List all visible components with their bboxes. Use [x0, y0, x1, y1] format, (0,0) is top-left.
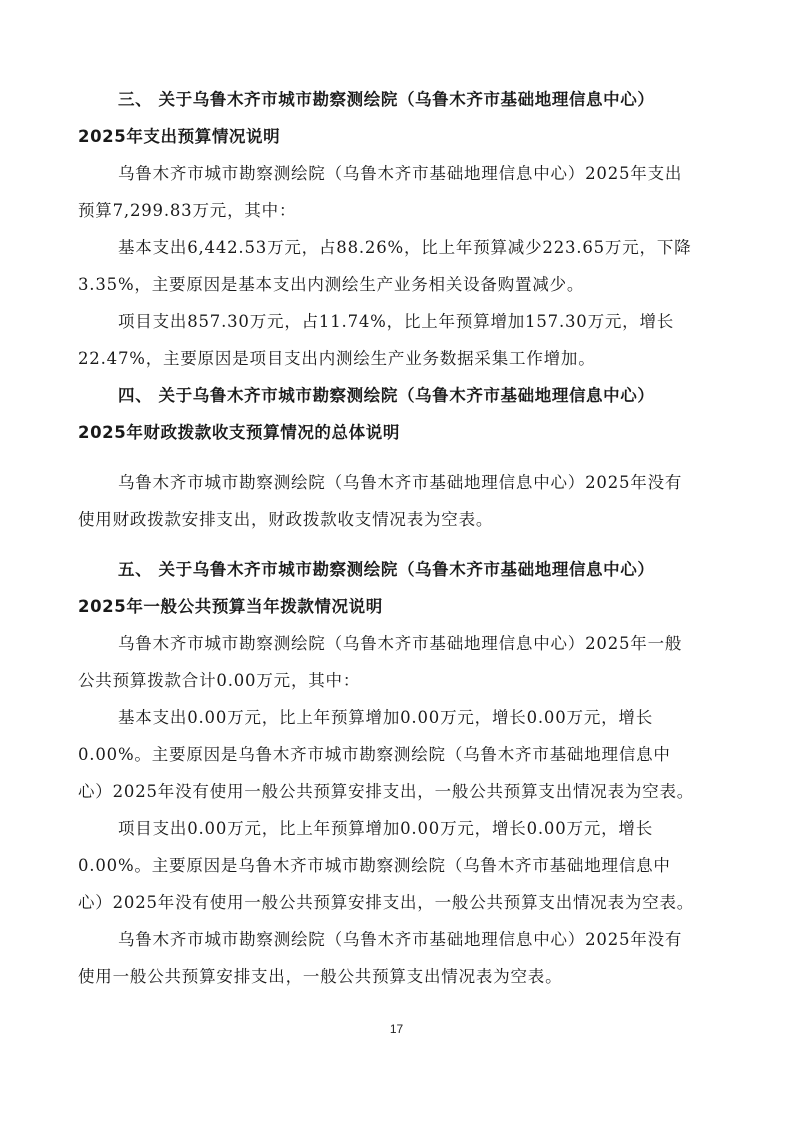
paragraph-line: 公共预算拨款合计0.00万元，其中：	[78, 671, 361, 690]
section-5-heading-line2: 2025年一般公共预算当年拨款情况说明	[78, 597, 383, 616]
paragraph-line: 心）2025年没有使用一般公共预算安排支出，一般公共预算支出情况表为空表。	[78, 893, 695, 912]
paragraph-line: 项目支出857.30万元，占11.74%，比上年预算增加157.30万元，增长	[118, 312, 675, 331]
section-4-heading-line2: 2025年财政拨款收支预算情况的总体说明	[78, 423, 400, 442]
section-3-heading-line2: 2025年支出预算情况说明	[78, 127, 281, 146]
section-3-heading-line1: 三、 关于乌鲁木齐市城市勘察测绘院（乌鲁木齐市基础地理信息中心）	[118, 90, 655, 109]
paragraph-line: 使用财政拨款安排支出，财政拨款收支情况表为空表。	[78, 510, 494, 529]
page-number: 17	[389, 1022, 404, 1036]
paragraph-line: 乌鲁木齐市城市勘察测绘院（乌鲁木齐市基础地理信息中心）2025年没有	[118, 473, 683, 492]
paragraph-line: 心）2025年没有使用一般公共预算安排支出，一般公共预算支出情况表为空表。	[78, 782, 695, 801]
paragraph-line: 乌鲁木齐市城市勘察测绘院（乌鲁木齐市基础地理信息中心）2025年支出	[118, 164, 683, 183]
paragraph-line: 3.35%，主要原因是基本支出内测绘生产业务相关设备购置减少。	[78, 275, 585, 294]
section-5-heading-line1: 五、 关于乌鲁木齐市城市勘察测绘院（乌鲁木齐市基础地理信息中心）	[118, 560, 655, 579]
paragraph-line: 22.47%，主要原因是项目支出内测绘生产业务数据采集工作增加。	[78, 349, 596, 368]
paragraph-line: 0.00%。主要原因是乌鲁木齐市城市勘察测绘院（乌鲁木齐市基础地理信息中	[78, 745, 671, 764]
paragraph-line: 使用一般公共预算安排支出，一般公共预算支出情况表为空表。	[78, 967, 563, 986]
paragraph-line: 基本支出6,442.53万元，占88.26%，比上年预算减少223.65万元，下降	[118, 238, 692, 257]
paragraph-line: 基本支出0.00万元，比上年预算增加0.00万元，增长0.00万元，增长	[118, 708, 654, 727]
paragraph-line: 0.00%。主要原因是乌鲁木齐市城市勘察测绘院（乌鲁木齐市基础地理信息中	[78, 856, 671, 875]
section-4-heading-line1: 四、 关于乌鲁木齐市城市勘察测绘院（乌鲁木齐市基础地理信息中心）	[118, 386, 655, 405]
paragraph-line: 乌鲁木齐市城市勘察测绘院（乌鲁木齐市基础地理信息中心）2025年没有	[118, 930, 683, 949]
paragraph-line: 乌鲁木齐市城市勘察测绘院（乌鲁木齐市基础地理信息中心）2025年一般	[118, 634, 683, 653]
paragraph-line: 预算7,299.83万元，其中：	[78, 201, 297, 220]
paragraph-line: 项目支出0.00万元，比上年预算增加0.00万元，增长0.00万元，增长	[118, 819, 654, 838]
